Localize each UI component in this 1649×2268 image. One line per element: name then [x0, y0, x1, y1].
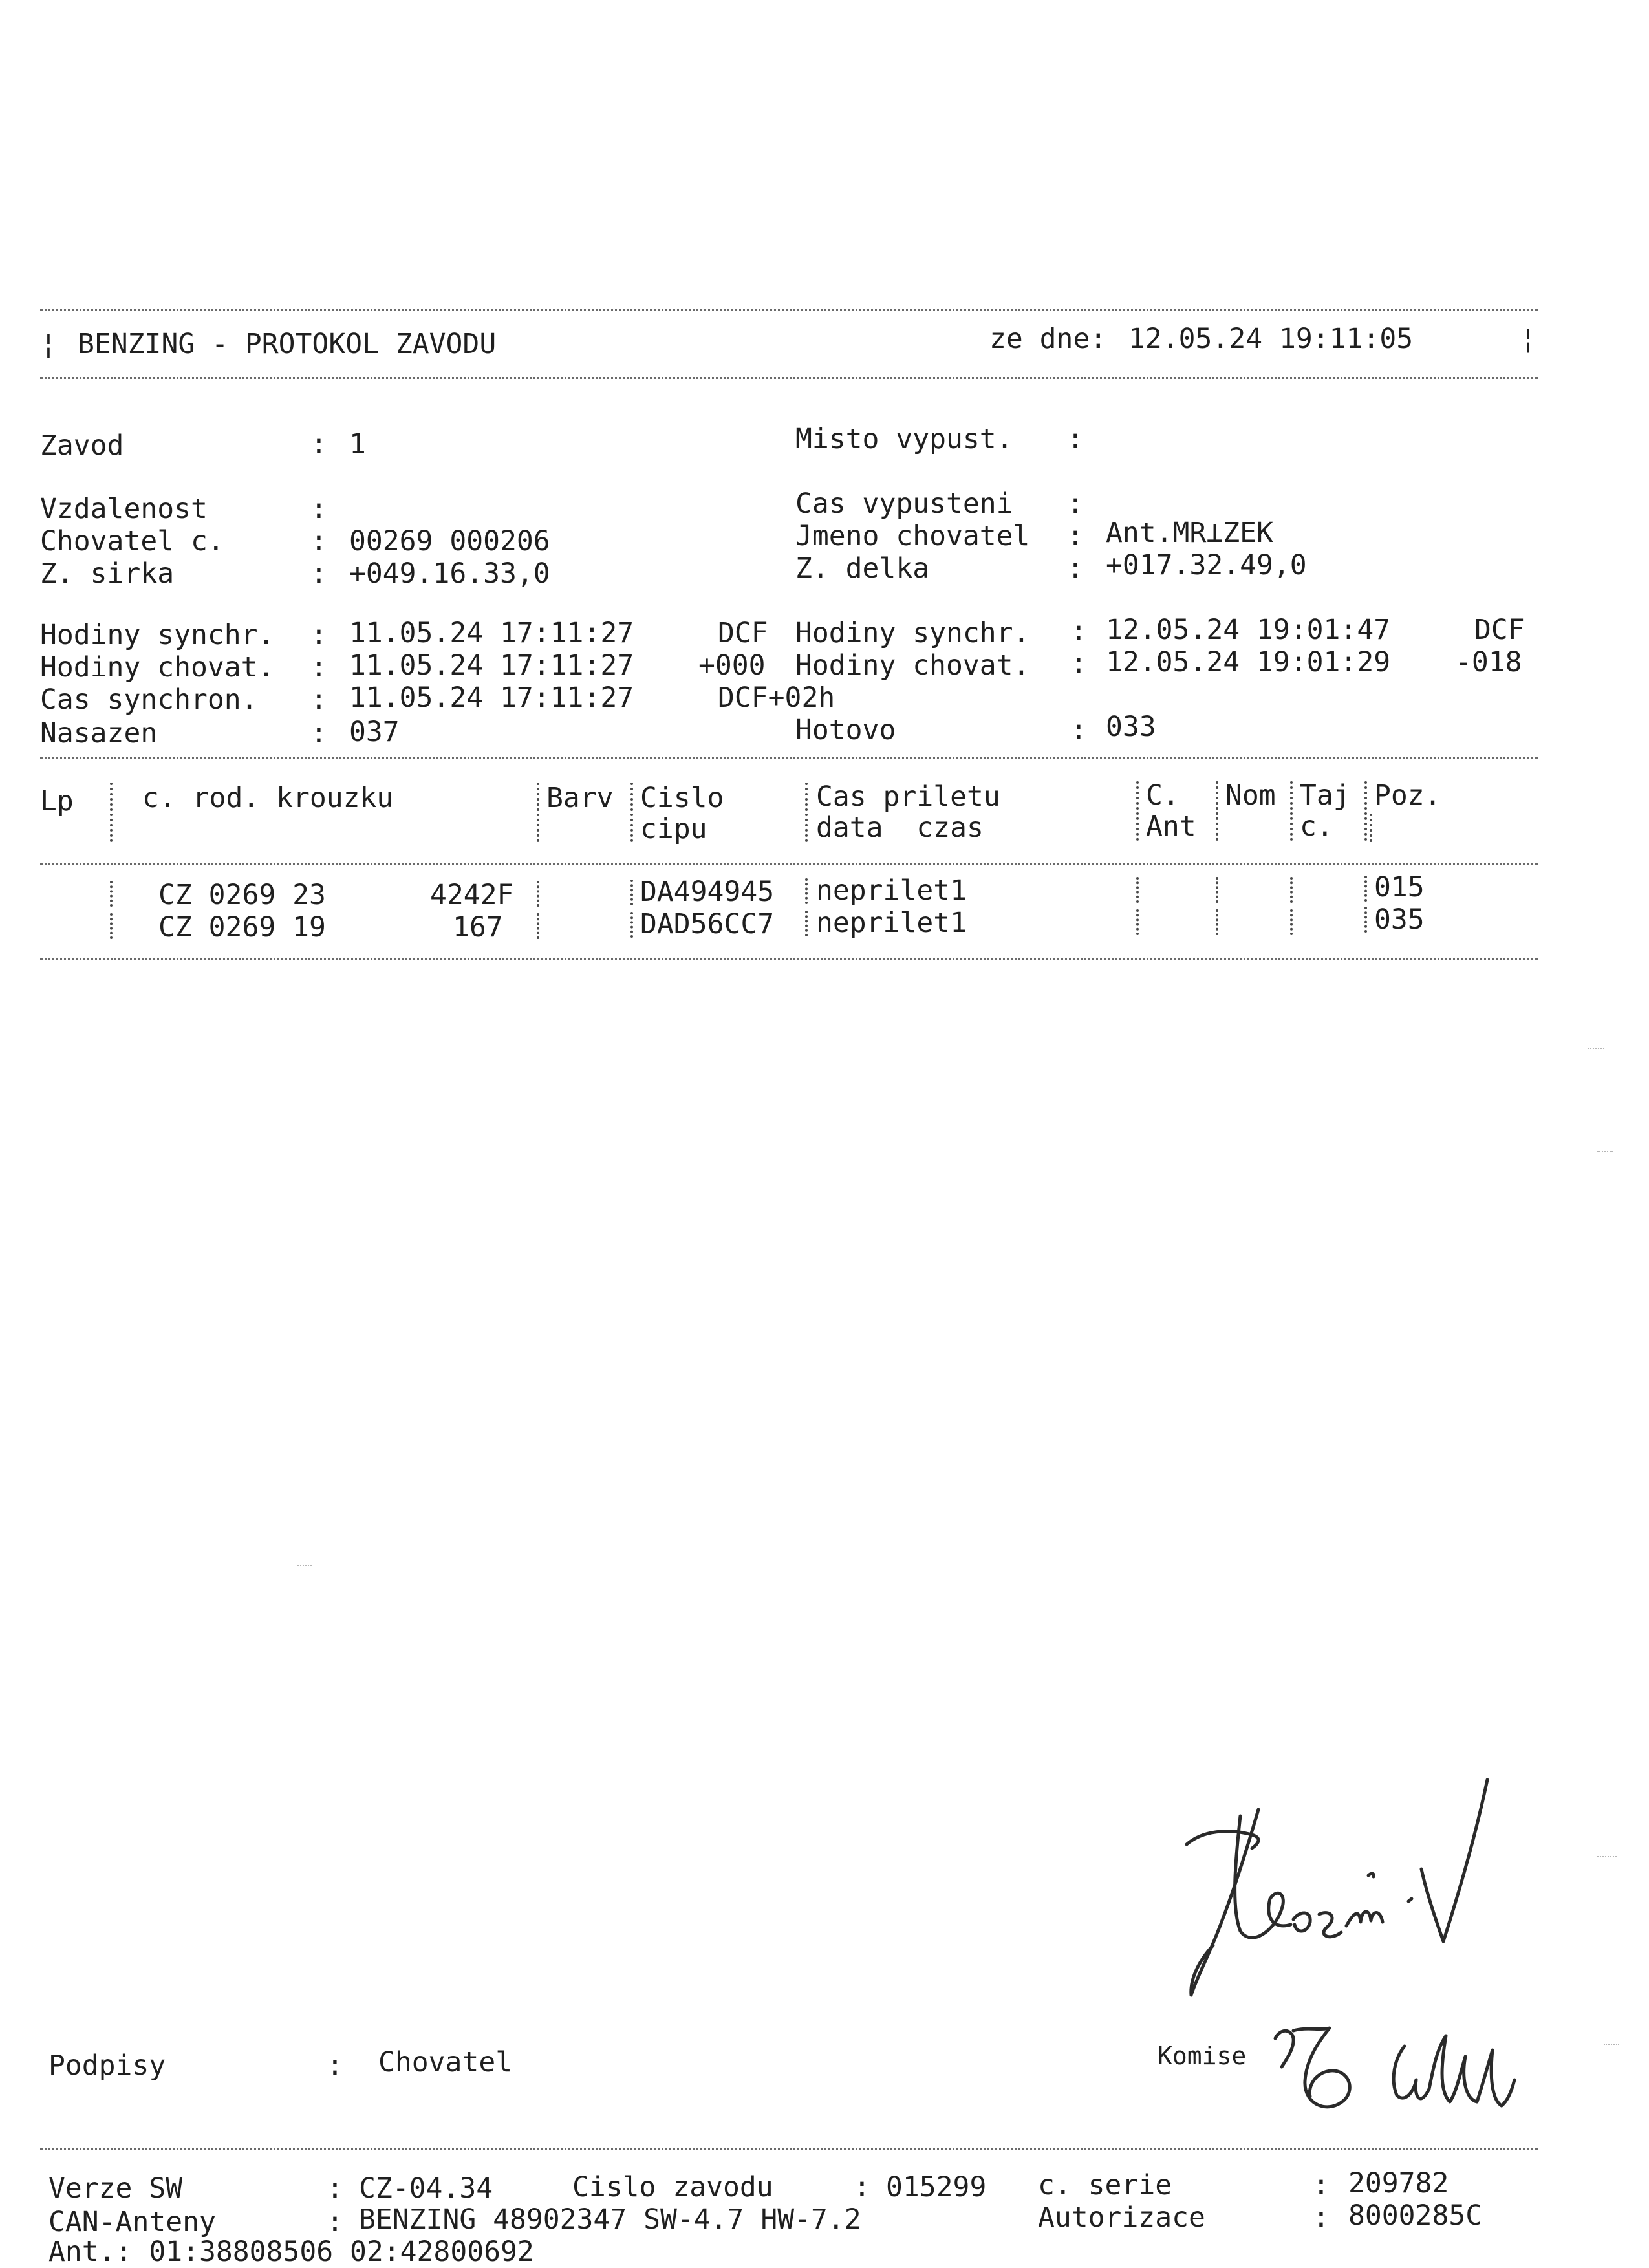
- breeder-no-value: 00269 000206: [349, 525, 550, 557]
- signatures-colon: :: [327, 2049, 343, 2082]
- race-number-label: Cislo zavodu: [572, 2171, 773, 2203]
- basketed-label: Nasazen: [40, 717, 158, 750]
- header-right-bar: ¦: [1520, 323, 1536, 355]
- col-header-taj-line2: c.: [1300, 810, 1333, 843]
- col-header-taj: Taj: [1300, 779, 1350, 812]
- antenna-colon: :: [327, 2206, 343, 2238]
- row-divider: [537, 881, 539, 907]
- row-divider: [805, 878, 808, 904]
- race-number-colon: :: [854, 2171, 870, 2203]
- ring-number: CZ 0269 19: [158, 911, 326, 944]
- col-divider: [805, 783, 808, 842]
- row-divider: [1136, 909, 1139, 935]
- sync-time-value: 11.05.24 17:11:27: [349, 682, 634, 714]
- col-header-ant: C.: [1146, 779, 1180, 812]
- breeder-clock-end-suffix: -018: [1455, 646, 1522, 678]
- sync-clock-end-colon: :: [1070, 615, 1087, 647]
- date-value: 12.05.24 19:11:05: [1128, 323, 1414, 355]
- ring-suffix: 167: [453, 911, 503, 944]
- release-place-colon: :: [1067, 423, 1084, 455]
- sync-time-label: Cas synchron.: [40, 684, 258, 716]
- signatures-label: Podpisy: [48, 2049, 166, 2082]
- finished-colon: :: [1070, 714, 1087, 746]
- breeder-clock-suffix: +000: [698, 649, 766, 682]
- col-divider: [1136, 781, 1139, 841]
- release-place-label: Misto vypust.: [795, 423, 1013, 455]
- sync-clock-end-suffix: DCF: [1474, 614, 1525, 646]
- row-divider: [1290, 909, 1293, 935]
- header-bottom-rule: [40, 377, 1538, 379]
- row-divider: [1216, 909, 1218, 935]
- col-header-poz: Poz.: [1374, 779, 1441, 812]
- antenna-label: CAN-Anteny: [48, 2206, 216, 2238]
- release-time-label: Cas vypusteni: [795, 488, 1013, 520]
- row-divider: [1290, 877, 1293, 903]
- header-left-bar: ¦: [40, 328, 57, 360]
- col-header-lp: Lp: [40, 785, 74, 817]
- margin-mark: [1588, 1048, 1604, 1049]
- race-label: Zavod: [40, 429, 124, 462]
- breeder-signature: [1164, 1772, 1526, 2005]
- row-divider: [110, 913, 113, 939]
- breeder-name-value: Ant.MR⊥ZEK: [1106, 517, 1273, 549]
- finished-label: Hotovo: [795, 714, 896, 746]
- race-colon: :: [310, 428, 327, 460]
- authorization-label: Autorizace: [1038, 2201, 1205, 2234]
- ring-suffix: 4242F: [430, 879, 514, 911]
- col-header-chip: Cislo: [640, 782, 724, 814]
- basketed-colon: :: [310, 717, 327, 750]
- ring-number: CZ 0269 23: [158, 879, 326, 911]
- longitude-label: Z. delka: [795, 552, 930, 585]
- basketed-value: 037: [349, 716, 400, 748]
- sync-time-colon: :: [310, 684, 327, 716]
- authorization-colon: :: [1313, 2201, 1330, 2234]
- breeder-clock-label: Hodiny chovat.: [40, 651, 275, 684]
- arrival-status: neprilet1: [816, 874, 967, 907]
- row-divider: [805, 911, 808, 936]
- release-time-colon: :: [1067, 488, 1084, 520]
- serial-colon: :: [1313, 2169, 1330, 2201]
- sync-clock-suffix: DCF: [718, 617, 768, 649]
- col-divider: [1216, 781, 1218, 841]
- header-top-rule: [40, 309, 1538, 311]
- row-divider: [1216, 877, 1218, 903]
- sync-clock-value: 11.05.24 17:11:27: [349, 617, 634, 649]
- row-divider: [537, 913, 539, 939]
- sw-version-colon: :: [327, 2172, 343, 2205]
- row-divider: [1136, 877, 1139, 903]
- breeder-clock-colon: :: [310, 651, 327, 684]
- latitude-colon: :: [310, 557, 327, 590]
- breeder-clock-end-colon: :: [1070, 647, 1087, 680]
- row-divider: [630, 912, 633, 938]
- breeder-clock-end-label: Hodiny chovat.: [795, 649, 1030, 682]
- chip-number: DA494945: [640, 876, 775, 908]
- col-divider: [537, 783, 539, 842]
- arrival-status: neprilet1: [816, 907, 967, 939]
- table-top-rule: [40, 757, 1538, 759]
- commission-label: Komise: [1158, 2042, 1247, 2070]
- distance-label: Vzdalenost: [40, 493, 208, 525]
- col-divider: [630, 783, 633, 842]
- race-number-value: 015299: [886, 2171, 987, 2203]
- margin-mark: [1597, 1151, 1613, 1152]
- col-header-ring: c. rod. krouzku: [142, 782, 394, 814]
- col-divider: [1370, 814, 1372, 842]
- sw-version-value: CZ-04.34: [359, 2172, 493, 2205]
- serial-value: 209782: [1348, 2167, 1449, 2199]
- col-header-arrival-line2: data czas: [816, 812, 984, 844]
- position: 035: [1374, 903, 1425, 936]
- sync-clock-end-label: Hodiny synchr.: [795, 617, 1030, 649]
- sw-version-label: Verze SW: [48, 2172, 183, 2205]
- col-header-ant-line2: Ant: [1146, 810, 1196, 843]
- sync-time-suffix: DCF+02h: [718, 682, 835, 714]
- sync-clock-label: Hodiny synchr.: [40, 619, 275, 651]
- document-title: BENZING - PROTOKOL ZAVODU: [78, 328, 497, 360]
- distance-colon: :: [310, 493, 327, 525]
- breeder-no-colon: :: [310, 525, 327, 557]
- table-header-rule: [40, 863, 1538, 865]
- col-divider: [1364, 781, 1367, 841]
- sync-clock-end-value: 12.05.24 19:01:47: [1106, 614, 1391, 646]
- race-value: 1: [349, 428, 366, 460]
- latitude-value: +049.16.33,0: [349, 557, 550, 590]
- breeder-name-label: Jmeno chovatel: [795, 520, 1030, 552]
- authorization-value: 8000285C: [1348, 2199, 1483, 2232]
- col-divider: [1290, 781, 1293, 841]
- row-divider: [1364, 907, 1367, 933]
- breeder-signature-label: Chovatel: [378, 2046, 513, 2079]
- commission-signature: [1267, 2005, 1526, 2134]
- finished-value: 033: [1106, 711, 1156, 743]
- antenna-value: BENZING 48902347 SW-4.7 HW-7.2: [359, 2203, 861, 2236]
- position: 015: [1374, 871, 1425, 903]
- col-header-color: Barv: [546, 782, 614, 814]
- longitude-value: +017.32.49,0: [1106, 549, 1307, 581]
- table-bottom-rule: [40, 958, 1538, 960]
- breeder-no-label: Chovatel c.: [40, 525, 224, 557]
- row-divider: [630, 880, 633, 905]
- footer-rule: [40, 2148, 1538, 2150]
- row-divider: [110, 881, 113, 907]
- serial-label: c. serie: [1038, 2169, 1172, 2201]
- sync-clock-colon: :: [310, 619, 327, 651]
- latitude-label: Z. sirka: [40, 557, 175, 590]
- margin-mark: [1604, 2044, 1619, 2045]
- breeder-name-colon: :: [1067, 520, 1084, 552]
- breeder-clock-end-value: 12.05.24 19:01:29: [1106, 646, 1391, 678]
- row-divider: [1364, 876, 1367, 902]
- date-label: ze dne:: [989, 323, 1107, 355]
- margin-mark: [1597, 1856, 1617, 1857]
- col-header-chip-line2: cipu: [640, 813, 707, 845]
- margin-mark: [297, 1565, 312, 1566]
- antenna-ids: Ant.: 01:38808506 02:42800692: [48, 2236, 534, 2268]
- col-header-arrival: Cas priletu: [816, 781, 1000, 813]
- col-header-nom: Nom: [1225, 779, 1276, 812]
- breeder-clock-value: 11.05.24 17:11:27: [349, 649, 634, 682]
- col-divider: [110, 783, 113, 842]
- longitude-colon: :: [1067, 552, 1084, 585]
- chip-number: DAD56CC7: [640, 908, 775, 940]
